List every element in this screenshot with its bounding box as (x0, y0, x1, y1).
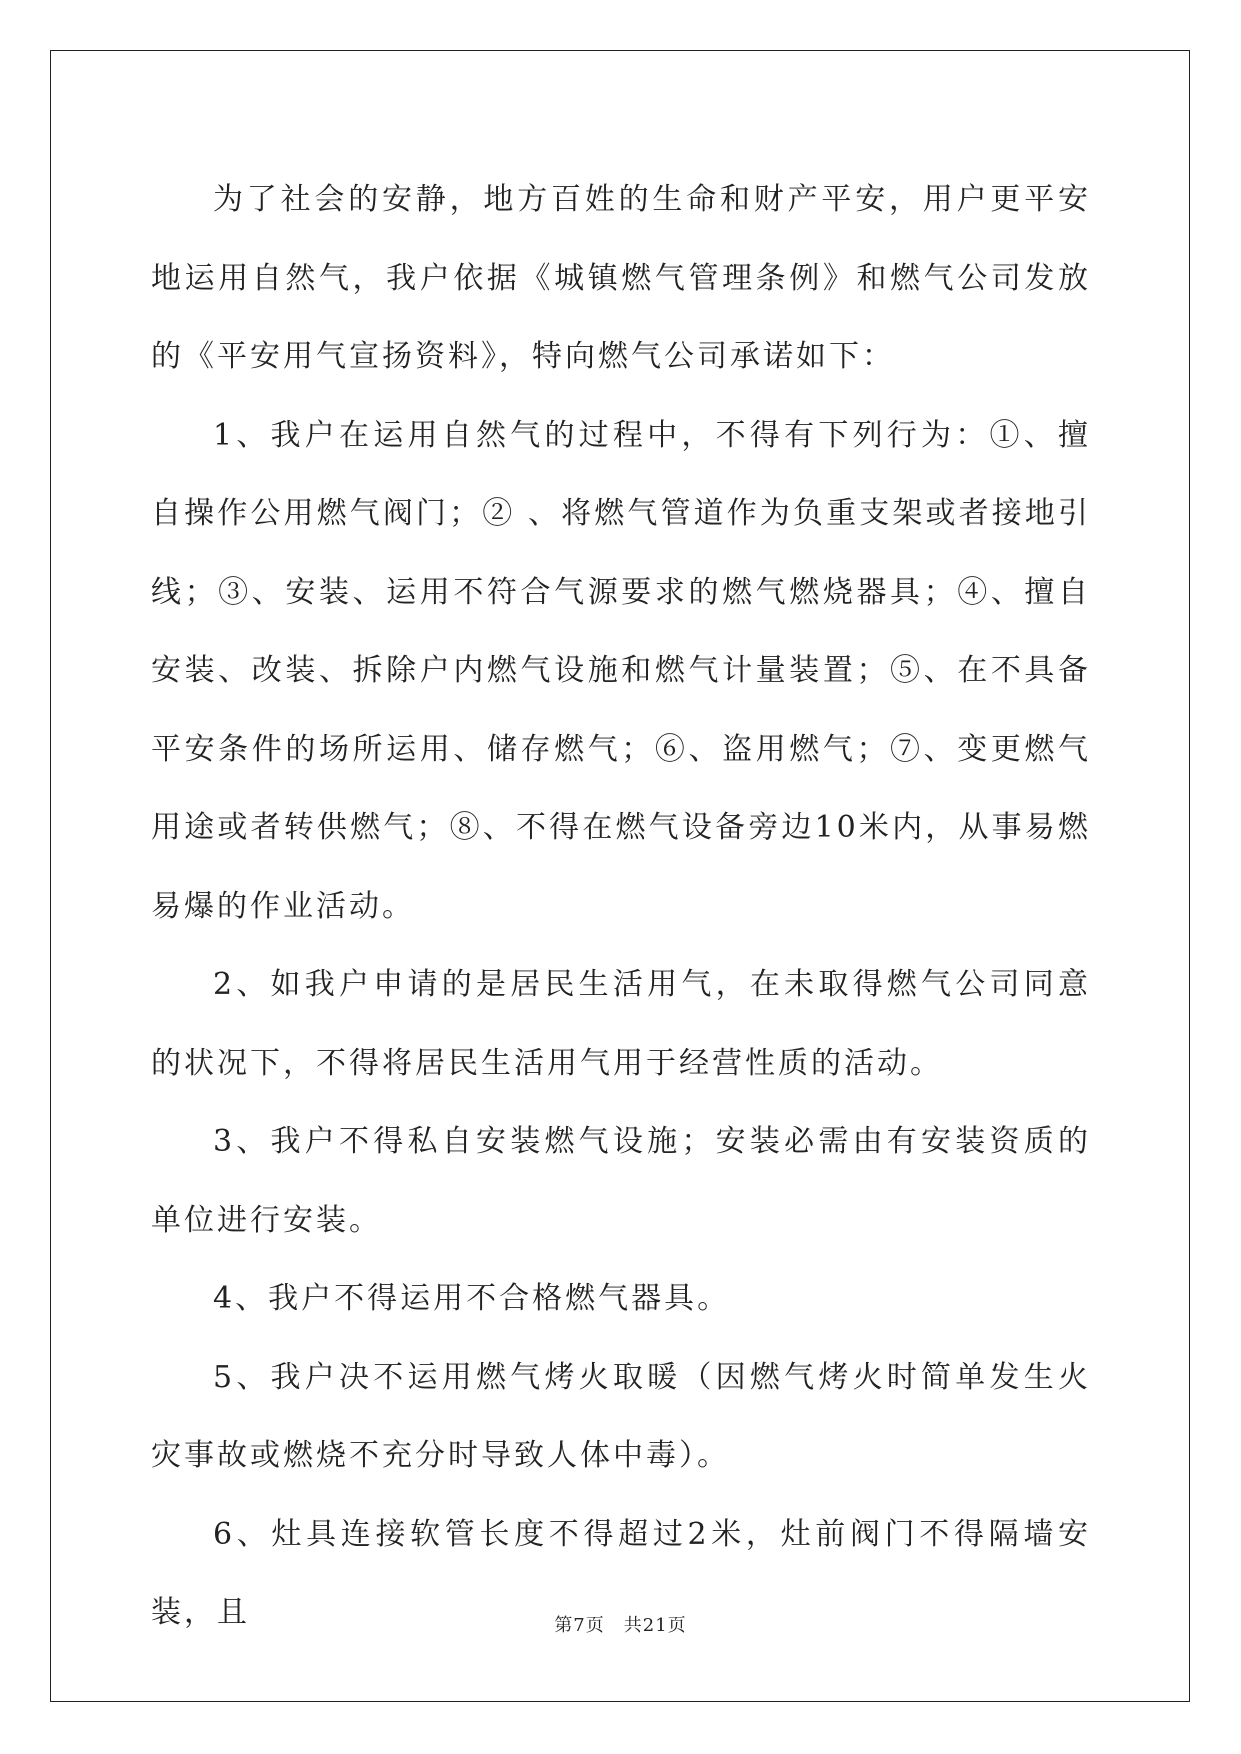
paragraph-item-4: 4、我户不得运用不合格燃气器具。 (213, 1281, 731, 1316)
paragraph-intro: 为了社会的安静，地方百姓的生命和财产平安，用户更平安地运用自然气，我户依据《城镇燃气管理条例》和燃气公司发放的《平安用气宣扬资料》，特向燃气公司承诺如下： (151, 182, 1091, 374)
paragraph-item-6: 6、灶具连接软管长度不得超过2米，灶前阀门不得隔墙安装，且 (151, 1516, 1091, 1630)
document-body (151, 161, 1091, 1653)
paragraph-item-1: 1、我户在运用自然气的过程中，不得有下列行为：①、擅自操作公用燃气阀门；② 、将燃气管道作为负重支架或者接地引线；③、安装、运用不符合气源要求的燃气燃烧器具；④、擅自安装、改装、拆除户内燃气设施和燃气计量装置；⑤、在不具备平安条件的场所运用、储存燃气；⑥、盗用燃气；⑦、变更燃气用途或者转供燃气；⑧、不得在燃气设备旁边10米内，从事易燃易爆的作业活动。 (151, 417, 1091, 924)
paragraph-item-5: 5、我户决不运用燃气烤火取暖（因燃气烤火时简单发生火灾事故或燃烧不充分时导致人体中毒）。 (151, 1359, 1091, 1473)
paragraph-item-2: 2、如我户申请的是居民生活用气，在未取得燃气公司同意的状况下，不得将居民生活用气用于经营性质的活动。 (151, 967, 1091, 1081)
page-number-footer: 第7页 共21页 (554, 1615, 687, 1636)
paragraph-item-3: 3、我户不得私自安装燃气设施；安装必需由有安装资质的单位进行安装。 (151, 1124, 1091, 1238)
